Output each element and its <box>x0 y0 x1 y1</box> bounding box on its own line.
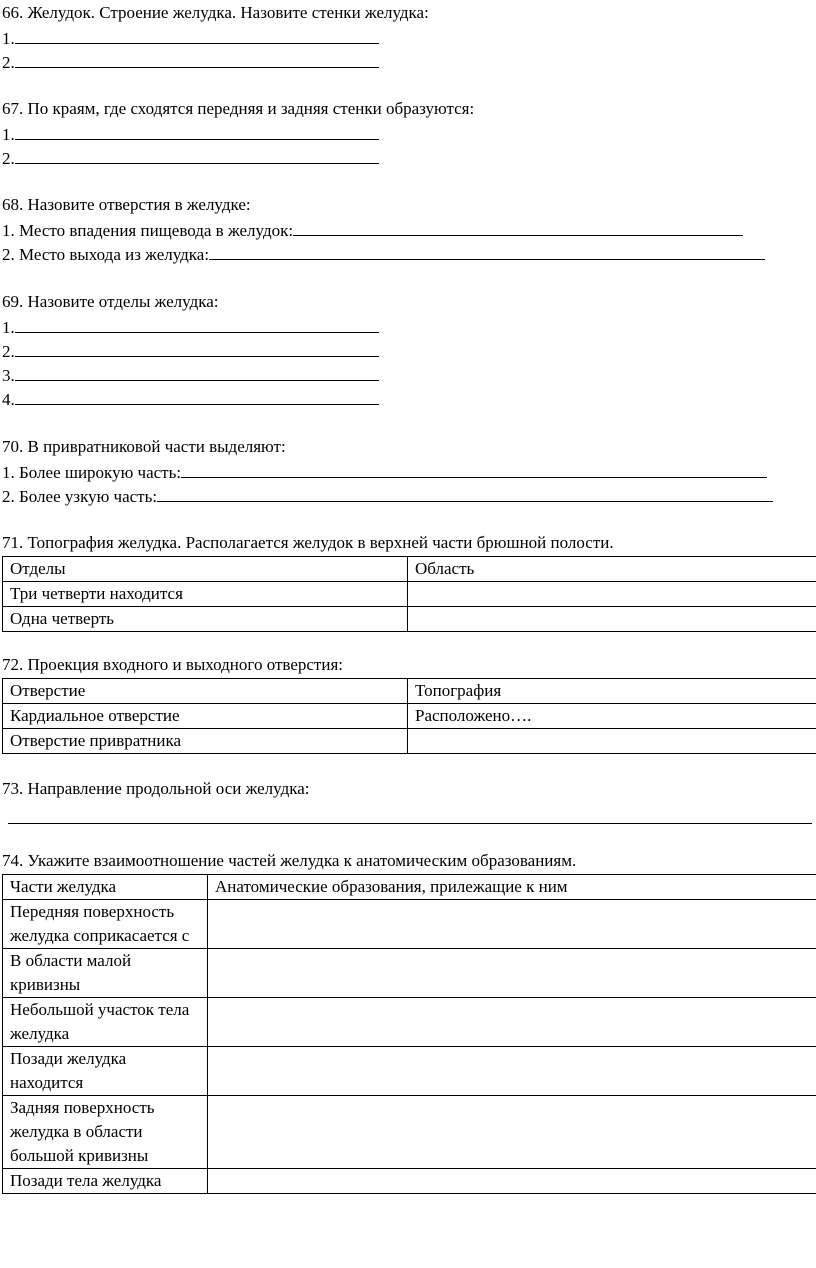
answer-number: 1. <box>2 29 15 48</box>
table-cell-answer[interactable] <box>208 1047 816 1096</box>
answer-blank[interactable] <box>15 121 379 140</box>
table-cell: Передняя поверхность желудка соприкасается с <box>3 900 208 949</box>
table-cell-answer[interactable] <box>408 582 816 607</box>
question-68 <box>2 193 765 265</box>
table-cell-answer[interactable] <box>208 900 816 949</box>
answer-number: 2. <box>2 342 15 361</box>
answer-line <box>2 49 429 73</box>
table-projection <box>2 678 816 754</box>
table-topography <box>2 556 816 632</box>
table-row <box>3 1047 816 1096</box>
table-cell: Позади тела желудка <box>3 1169 208 1194</box>
answer-number: 1. <box>2 318 15 337</box>
answer-line <box>2 459 773 483</box>
table-header-row <box>3 557 816 582</box>
answer-number: 4. <box>2 390 15 409</box>
table-cell-answer[interactable] <box>208 1169 816 1194</box>
table-cell: Задняя поверхность желудка в области большой кривизны <box>3 1096 208 1169</box>
answer-line <box>2 145 474 169</box>
table-cell: В области малой кривизны <box>3 949 208 998</box>
table-cell: Кардиальное отверстие <box>3 704 408 729</box>
table-header-cell: Отверстие <box>3 679 408 704</box>
answer-blank[interactable] <box>8 822 812 824</box>
question-69-title: 69. Назовите отделы желудка: <box>2 292 219 311</box>
table-cell-answer[interactable] <box>408 607 816 632</box>
answer-blank[interactable] <box>181 459 767 478</box>
question-70 <box>2 435 773 507</box>
answer-blank[interactable] <box>157 483 773 502</box>
question-68-title: 68. Назовите отверстия в желудке: <box>2 195 251 214</box>
table-header-cell: Область <box>408 557 816 582</box>
answer-blank[interactable] <box>15 386 379 405</box>
question-72-title: 72. Проекция входного и выходного отверстия: <box>2 655 343 674</box>
answer-blank[interactable] <box>209 241 765 260</box>
question-67-title: 67. По краям, где сходятся передняя и задняя стенки образуются: <box>2 99 475 118</box>
answer-label: 2. Более узкую часть: <box>2 487 158 506</box>
table-row <box>3 1096 816 1169</box>
answer-line <box>2 217 765 241</box>
question-72 <box>2 653 343 677</box>
table-row <box>3 704 816 729</box>
table-row <box>3 900 816 949</box>
table-row <box>3 729 816 754</box>
table-cell-answer[interactable] <box>208 1096 816 1169</box>
answer-blank[interactable] <box>15 145 379 164</box>
table-cell: Отверстие привратника <box>3 729 408 754</box>
answer-number: 1. <box>2 125 15 144</box>
answer-line <box>2 338 379 362</box>
table-row <box>3 582 816 607</box>
answer-number: 2. <box>2 149 15 168</box>
table-cell: Небольшой участок тела желудка <box>3 998 208 1047</box>
answer-line <box>2 362 379 386</box>
answer-blank[interactable] <box>15 362 379 381</box>
question-74 <box>2 849 576 873</box>
table-cell-answer[interactable]: Расположено…. <box>408 704 816 729</box>
answer-label: 1. Более широкую часть: <box>2 463 182 482</box>
question-67 <box>2 97 474 169</box>
answer-blank[interactable] <box>15 25 379 44</box>
table-header-cell: Анатомические образования, прилежащие к ним <box>208 875 816 900</box>
question-71-title: 71. Топография желудка. Располагается желудок в верхней части брюшной полости. <box>2 533 614 552</box>
table-cell-answer[interactable] <box>208 998 816 1047</box>
answer-line <box>2 386 379 410</box>
answer-blank[interactable] <box>293 217 743 236</box>
question-69 <box>2 290 379 410</box>
answer-number: 3. <box>2 366 15 385</box>
table-row <box>3 1169 816 1194</box>
answer-line <box>2 121 474 145</box>
answer-label: 2. Место выхода из желудка: <box>2 245 210 264</box>
question-73 <box>2 777 310 801</box>
question-66 <box>2 1 429 73</box>
table-header-cell: Отделы <box>3 557 408 582</box>
question-66-title: 66. Желудок. Строение желудка. Назовите стенки желудка: <box>2 3 429 22</box>
answer-blank[interactable] <box>15 338 379 357</box>
answer-label: 1. Место впадения пищевода в желудок: <box>2 221 294 240</box>
table-cell: Три четверти находится <box>3 582 408 607</box>
answer-blank[interactable] <box>15 314 379 333</box>
answer-blank[interactable] <box>15 49 379 68</box>
question-74-title: 74. Укажите взаимоотношение частей желудка к анатомическим образованиям. <box>2 851 577 870</box>
answer-line <box>2 483 773 507</box>
table-row <box>3 998 816 1047</box>
table-cell: Позади желудка находится <box>3 1047 208 1096</box>
question-70-title: 70. В привратниковой части выделяют: <box>2 437 286 456</box>
answer-line <box>2 314 379 338</box>
answer-line <box>2 241 765 265</box>
answer-number: 2. <box>2 53 15 72</box>
table-header-cell: Части желудка <box>3 875 208 900</box>
table-row <box>3 607 816 632</box>
table-row <box>3 949 816 998</box>
table-cell-answer[interactable] <box>408 729 816 754</box>
table-header-cell: Топография <box>408 679 816 704</box>
table-header-row <box>3 679 816 704</box>
table-relations <box>2 874 816 1194</box>
answer-line <box>2 25 429 49</box>
question-71 <box>2 531 614 555</box>
question-73-title: 73. Направление продольной оси желудка: <box>2 779 310 798</box>
table-cell-answer[interactable] <box>208 949 816 998</box>
table-header-row <box>3 875 816 900</box>
table-cell: Одна четверть <box>3 607 408 632</box>
